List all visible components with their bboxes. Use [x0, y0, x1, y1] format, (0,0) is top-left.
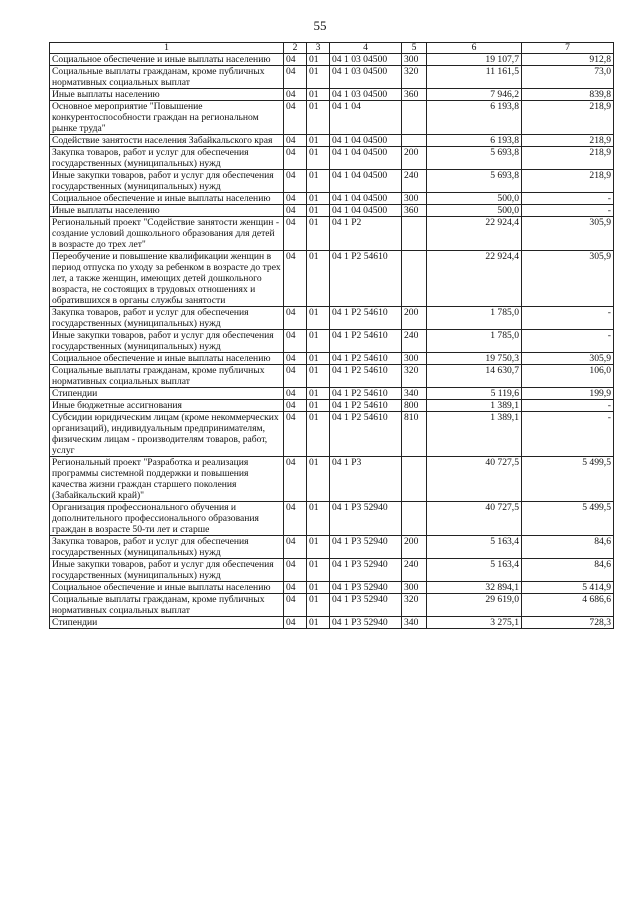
row-secondary-amount-cell: - — [522, 307, 614, 330]
header-cell: 7 — [522, 43, 614, 54]
row-name-cell: Субсидии юридическим лицам (кроме некоммерческих организаций), индивидуальным предпринимателям, физическим лицам - производителям товаров, работ, услуг — [50, 412, 284, 457]
row-amount-cell: 22 924,4 — [427, 217, 522, 251]
row-section-cell: 04 — [284, 135, 307, 147]
row-secondary-amount-cell: 218,9 — [522, 101, 614, 135]
row-secondary-amount-cell: 305,9 — [522, 353, 614, 365]
row-subsection-cell: 01 — [307, 89, 330, 101]
table-row — [50, 400, 614, 412]
row-name-cell: Основное мероприятие "Повышение конкурентоспособности граждан на региональном рынке труда" — [50, 101, 284, 135]
row-name-cell: Региональный проект "Разработка и реализация программы системной поддержки и повышения качества жизни граждан старшего поколения (Забайкальский край)" — [50, 457, 284, 502]
row-subsection-cell: 01 — [307, 502, 330, 536]
row-target-article-cell: 04 1 P3 52940 — [330, 536, 402, 559]
table-row — [50, 205, 614, 217]
row-target-article-cell: 04 1 04 04500 — [330, 205, 402, 217]
row-amount-cell: 7 946,2 — [427, 89, 522, 101]
row-amount-cell: 5 693,8 — [427, 170, 522, 193]
row-subsection-cell: 01 — [307, 330, 330, 353]
table-row — [50, 307, 614, 330]
row-target-article-cell: 04 1 P3 — [330, 457, 402, 502]
row-section-cell: 04 — [284, 251, 307, 307]
row-section-cell: 04 — [284, 170, 307, 193]
row-target-article-cell: 04 1 P2 54610 — [330, 388, 402, 400]
row-target-article-cell: 04 1 P3 52940 — [330, 559, 402, 582]
row-subsection-cell: 01 — [307, 66, 330, 89]
row-amount-cell: 11 161,5 — [427, 66, 522, 89]
row-name-cell: Иные закупки товаров, работ и услуг для обеспечения государственных (муниципальных) нужд — [50, 170, 284, 193]
row-expense-type-cell: 240 — [402, 559, 427, 582]
table-row — [50, 330, 614, 353]
table-row — [50, 135, 614, 147]
row-secondary-amount-cell: 218,9 — [522, 147, 614, 170]
row-section-cell: 04 — [284, 66, 307, 89]
page-number: 55 — [313, 18, 327, 33]
row-amount-cell: 1 785,0 — [427, 307, 522, 330]
table-row — [50, 412, 614, 457]
table-row — [50, 170, 614, 193]
row-amount-cell: 1 389,1 — [427, 412, 522, 457]
row-name-cell: Социальные выплаты гражданам, кроме публичных нормативных социальных выплат — [50, 594, 284, 617]
row-target-article-cell: 04 1 P3 52940 — [330, 502, 402, 536]
row-secondary-amount-cell: - — [522, 412, 614, 457]
row-name-cell: Закупка товаров, работ и услуг для обеспечения государственных (муниципальных) нужд — [50, 536, 284, 559]
row-subsection-cell: 01 — [307, 400, 330, 412]
row-subsection-cell: 01 — [307, 251, 330, 307]
table-row — [50, 502, 614, 536]
row-section-cell: 04 — [284, 388, 307, 400]
row-subsection-cell: 01 — [307, 205, 330, 217]
row-subsection-cell: 01 — [307, 193, 330, 205]
row-target-article-cell: 04 1 P2 54610 — [330, 330, 402, 353]
row-section-cell: 04 — [284, 353, 307, 365]
row-amount-cell: 3 275,1 — [427, 617, 522, 629]
row-subsection-cell: 01 — [307, 353, 330, 365]
row-secondary-amount-cell: 4 686,6 — [522, 594, 614, 617]
table-row — [50, 217, 614, 251]
row-name-cell: Иные закупки товаров, работ и услуг для обеспечения государственных (муниципальных) нужд — [50, 559, 284, 582]
row-target-article-cell: 04 1 P2 54610 — [330, 365, 402, 388]
row-name-cell: Социальное обеспечение и иные выплаты населению — [50, 582, 284, 594]
row-secondary-amount-cell: 106,0 — [522, 365, 614, 388]
row-amount-cell: 19 750,3 — [427, 353, 522, 365]
row-section-cell: 04 — [284, 89, 307, 101]
row-secondary-amount-cell: 218,9 — [522, 135, 614, 147]
row-subsection-cell: 01 — [307, 457, 330, 502]
row-amount-cell: 1 389,1 — [427, 400, 522, 412]
row-subsection-cell: 01 — [307, 559, 330, 582]
row-amount-cell: 6 193,8 — [427, 135, 522, 147]
row-expense-type-cell: 200 — [402, 147, 427, 170]
row-target-article-cell: 04 1 P2 54610 — [330, 251, 402, 307]
row-name-cell: Иные выплаты населению — [50, 205, 284, 217]
row-amount-cell: 5 119,6 — [427, 388, 522, 400]
table-row — [50, 457, 614, 502]
row-name-cell: Иные бюджетные ассигнования — [50, 400, 284, 412]
table-row — [50, 617, 614, 629]
header-cell: 3 — [307, 43, 330, 54]
row-section-cell: 04 — [284, 617, 307, 629]
row-amount-cell: 500,0 — [427, 193, 522, 205]
row-name-cell: Региональный проект "Содействие занятости женщин - создание условий дошкольного образования для детей в возрасте до трех лет" — [50, 217, 284, 251]
table-row — [50, 193, 614, 205]
table-row — [50, 536, 614, 559]
row-section-cell: 04 — [284, 365, 307, 388]
row-expense-type-cell: 320 — [402, 594, 427, 617]
row-target-article-cell: 04 1 04 04500 — [330, 147, 402, 170]
row-subsection-cell: 01 — [307, 388, 330, 400]
row-amount-cell: 5 163,4 — [427, 536, 522, 559]
row-expense-type-cell — [402, 251, 427, 307]
table-row — [50, 388, 614, 400]
row-secondary-amount-cell: 84,6 — [522, 536, 614, 559]
row-secondary-amount-cell: 728,3 — [522, 617, 614, 629]
row-secondary-amount-cell: 84,6 — [522, 559, 614, 582]
row-subsection-cell: 01 — [307, 307, 330, 330]
row-amount-cell: 500,0 — [427, 205, 522, 217]
row-secondary-amount-cell: 305,9 — [522, 251, 614, 307]
row-section-cell: 04 — [284, 307, 307, 330]
row-expense-type-cell — [402, 101, 427, 135]
row-target-article-cell: 04 1 P3 52940 — [330, 582, 402, 594]
row-secondary-amount-cell: - — [522, 193, 614, 205]
table-row — [50, 101, 614, 135]
row-secondary-amount-cell: 73,0 — [522, 66, 614, 89]
row-subsection-cell: 01 — [307, 217, 330, 251]
row-secondary-amount-cell: - — [522, 205, 614, 217]
row-section-cell: 04 — [284, 193, 307, 205]
row-section-cell: 04 — [284, 147, 307, 170]
budget-table — [49, 42, 614, 629]
row-target-article-cell: 04 1 03 04500 — [330, 66, 402, 89]
row-expense-type-cell: 300 — [402, 54, 427, 66]
row-section-cell: 04 — [284, 582, 307, 594]
table-row — [50, 89, 614, 101]
row-expense-type-cell: 340 — [402, 617, 427, 629]
row-target-article-cell: 04 1 P2 54610 — [330, 412, 402, 457]
row-expense-type-cell: 240 — [402, 170, 427, 193]
row-name-cell: Организация профессионального обучения и дополнительного профессионального образования граждан в возрасте 50-ти лет и старше — [50, 502, 284, 536]
header-cell: 5 — [402, 43, 427, 54]
row-amount-cell: 14 630,7 — [427, 365, 522, 388]
row-secondary-amount-cell: 912,8 — [522, 54, 614, 66]
row-target-article-cell: 04 1 04 04500 — [330, 193, 402, 205]
row-section-cell: 04 — [284, 400, 307, 412]
row-amount-cell: 6 193,8 — [427, 101, 522, 135]
row-name-cell: Социальные выплаты гражданам, кроме публичных нормативных социальных выплат — [50, 66, 284, 89]
row-amount-cell: 5 693,8 — [427, 147, 522, 170]
row-target-article-cell: 04 1 P2 — [330, 217, 402, 251]
row-expense-type-cell: 800 — [402, 400, 427, 412]
row-section-cell: 04 — [284, 205, 307, 217]
table-row — [50, 582, 614, 594]
row-name-cell: Социальное обеспечение и иные выплаты населению — [50, 353, 284, 365]
row-expense-type-cell — [402, 135, 427, 147]
row-expense-type-cell: 300 — [402, 353, 427, 365]
row-expense-type-cell: 320 — [402, 365, 427, 388]
row-amount-cell: 32 894,1 — [427, 582, 522, 594]
header-cell: 6 — [427, 43, 522, 54]
row-subsection-cell: 01 — [307, 412, 330, 457]
row-name-cell: Закупка товаров, работ и услуг для обеспечения государственных (муниципальных) нужд — [50, 147, 284, 170]
row-amount-cell: 19 107,7 — [427, 54, 522, 66]
row-subsection-cell: 01 — [307, 170, 330, 193]
row-secondary-amount-cell: - — [522, 330, 614, 353]
row-subsection-cell: 01 — [307, 365, 330, 388]
row-target-article-cell: 04 1 03 04500 — [330, 54, 402, 66]
row-amount-cell: 1 785,0 — [427, 330, 522, 353]
row-expense-type-cell — [402, 457, 427, 502]
row-secondary-amount-cell: 5 414,9 — [522, 582, 614, 594]
row-section-cell: 04 — [284, 502, 307, 536]
row-name-cell: Стипендии — [50, 617, 284, 629]
row-subsection-cell: 01 — [307, 54, 330, 66]
row-section-cell: 04 — [284, 101, 307, 135]
row-amount-cell: 22 924,4 — [427, 251, 522, 307]
table-row — [50, 147, 614, 170]
row-name-cell: Переобучение и повышение квалификации женщин в период отпуска по уходу за ребенком в возрасте до трех лет, а также женщин, имеющих детей дошкольного возраста, не состоящих в трудовых отношениях и обратившихся в органы службы занятости — [50, 251, 284, 307]
row-secondary-amount-cell: 5 499,5 — [522, 502, 614, 536]
header-cell: 1 — [50, 43, 284, 54]
row-expense-type-cell — [402, 502, 427, 536]
row-subsection-cell: 01 — [307, 101, 330, 135]
row-expense-type-cell: 340 — [402, 388, 427, 400]
row-section-cell: 04 — [284, 412, 307, 457]
row-secondary-amount-cell: 199,9 — [522, 388, 614, 400]
row-secondary-amount-cell: - — [522, 400, 614, 412]
row-expense-type-cell: 300 — [402, 582, 427, 594]
row-name-cell: Социальные выплаты гражданам, кроме публичных нормативных социальных выплат — [50, 365, 284, 388]
table-row — [50, 353, 614, 365]
row-name-cell: Иные выплаты населению — [50, 89, 284, 101]
row-secondary-amount-cell: 839,8 — [522, 89, 614, 101]
table-row — [50, 66, 614, 89]
table-row — [50, 54, 614, 66]
row-target-article-cell: 04 1 04 04500 — [330, 170, 402, 193]
row-section-cell: 04 — [284, 54, 307, 66]
row-target-article-cell: 04 1 P2 54610 — [330, 353, 402, 365]
row-expense-type-cell: 200 — [402, 536, 427, 559]
header-row — [50, 43, 614, 54]
row-amount-cell: 29 619,0 — [427, 594, 522, 617]
row-expense-type-cell: 240 — [402, 330, 427, 353]
row-expense-type-cell: 300 — [402, 193, 427, 205]
row-subsection-cell: 01 — [307, 594, 330, 617]
row-expense-type-cell — [402, 217, 427, 251]
table-row — [50, 365, 614, 388]
row-amount-cell: 5 163,4 — [427, 559, 522, 582]
row-section-cell: 04 — [284, 217, 307, 251]
row-section-cell: 04 — [284, 559, 307, 582]
row-name-cell: Содействие занятости населения Забайкальского края — [50, 135, 284, 147]
row-section-cell: 04 — [284, 594, 307, 617]
row-target-article-cell: 04 1 03 04500 — [330, 89, 402, 101]
row-expense-type-cell: 320 — [402, 66, 427, 89]
header-cell: 2 — [284, 43, 307, 54]
row-expense-type-cell: 360 — [402, 205, 427, 217]
row-target-article-cell: 04 1 04 04500 — [330, 135, 402, 147]
row-expense-type-cell: 810 — [402, 412, 427, 457]
row-name-cell: Социальное обеспечение и иные выплаты населению — [50, 193, 284, 205]
row-subsection-cell: 01 — [307, 582, 330, 594]
row-section-cell: 04 — [284, 536, 307, 559]
row-secondary-amount-cell: 5 499,5 — [522, 457, 614, 502]
row-expense-type-cell: 360 — [402, 89, 427, 101]
row-section-cell: 04 — [284, 457, 307, 502]
row-amount-cell: 40 727,5 — [427, 457, 522, 502]
row-subsection-cell: 01 — [307, 135, 330, 147]
row-name-cell: Стипендии — [50, 388, 284, 400]
row-target-article-cell: 04 1 P2 54610 — [330, 400, 402, 412]
row-target-article-cell: 04 1 P2 54610 — [330, 307, 402, 330]
row-subsection-cell: 01 — [307, 617, 330, 629]
row-name-cell: Социальное обеспечение и иные выплаты населению — [50, 54, 284, 66]
row-target-article-cell: 04 1 04 — [330, 101, 402, 135]
table-row — [50, 559, 614, 582]
row-target-article-cell: 04 1 P3 52940 — [330, 594, 402, 617]
row-name-cell: Закупка товаров, работ и услуг для обеспечения государственных (муниципальных) нужд — [50, 307, 284, 330]
row-target-article-cell: 04 1 P3 52940 — [330, 617, 402, 629]
table-row — [50, 251, 614, 307]
row-name-cell: Иные закупки товаров, работ и услуг для обеспечения государственных (муниципальных) нужд — [50, 330, 284, 353]
row-amount-cell: 40 727,5 — [427, 502, 522, 536]
row-subsection-cell: 01 — [307, 147, 330, 170]
row-secondary-amount-cell: 305,9 — [522, 217, 614, 251]
row-secondary-amount-cell: 218,9 — [522, 170, 614, 193]
row-subsection-cell: 01 — [307, 536, 330, 559]
header-cell: 4 — [330, 43, 402, 54]
row-section-cell: 04 — [284, 330, 307, 353]
table-row — [50, 594, 614, 617]
row-expense-type-cell: 200 — [402, 307, 427, 330]
